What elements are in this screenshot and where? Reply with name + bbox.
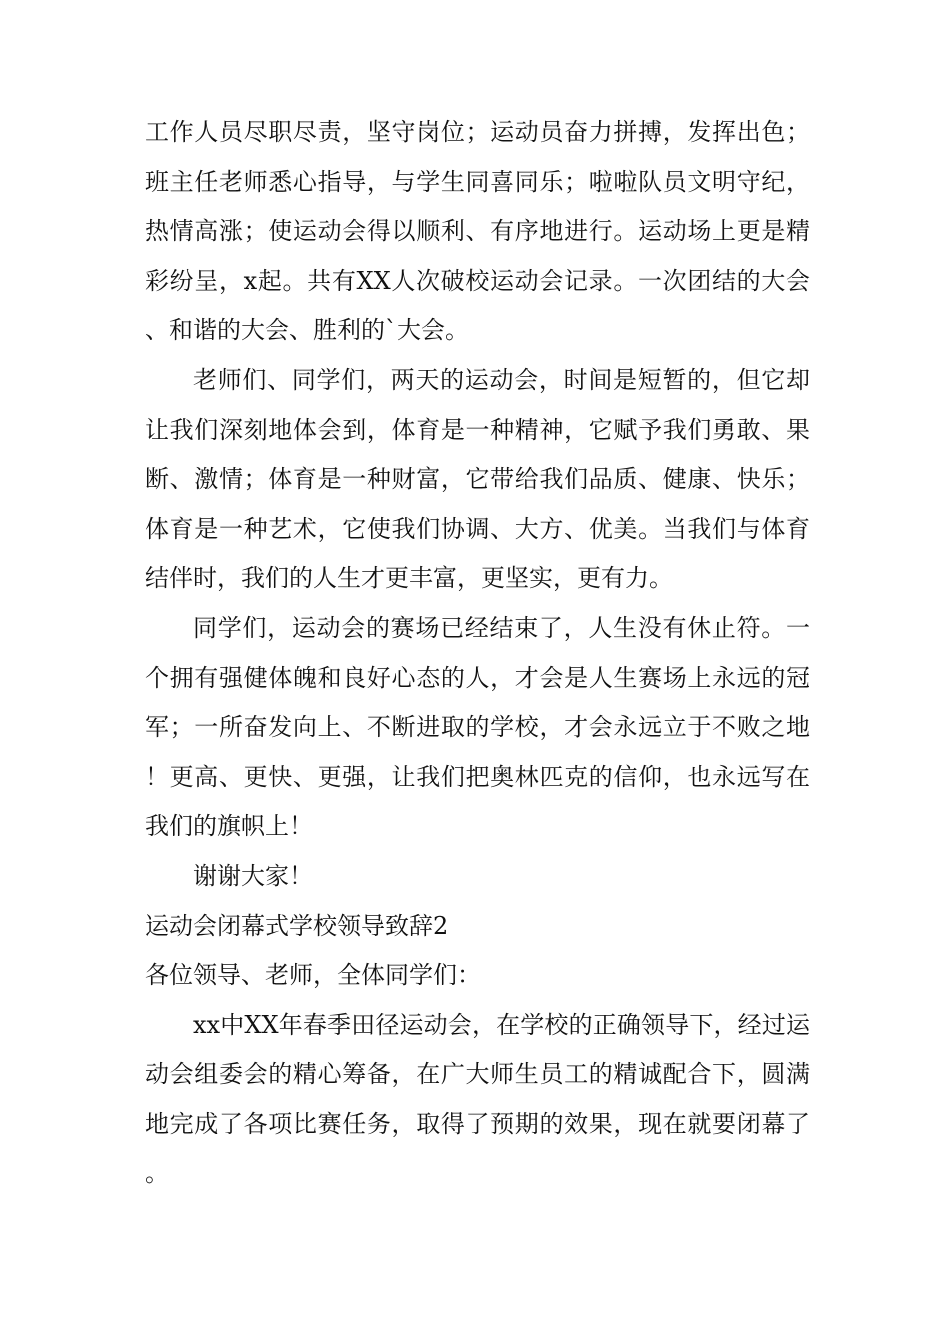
section-heading: 运动会闭幕式学校领导致辞2 — [145, 911, 449, 940]
paragraph-thanks: 谢谢大家！ — [193, 861, 313, 890]
paragraph-continuation: 工作人员尽职尽责，坚守岗位；运动员奋力拼搏，发挥出色；班主任老师悉心指导，与学生同喜同乐；啦啦队员文明守纪，热情高涨；使运动会得以顺利、有序地进行。运动场上更是精彩纷呈，x起。共有XX人次破校运动会记录。一次团结的大会、和谐的大会、胜利的`大会。 — [145, 118, 810, 345]
document-body — [145, 108, 810, 1199]
salutation: 各位领导、老师，全体同学们： — [145, 961, 481, 990]
paragraph-sports-spirit: 老师们、同学们，两天的运动会，时间是短暂的，但它却让我们深刻地体会到，体育是一种精神，它赋予我们勇敢、果断、激情；体育是一种财富，它带给我们品质、健康、快乐；体育是一种艺术，它使我们协调、大方、优美。当我们与体育结伴时，我们的人生才更丰富，更坚实，更有力。 — [145, 365, 810, 593]
paragraph-opening: xx中XX年春季田径运动会，在学校的正确领导下，经过运动会组委会的精心筹备，在广大师生员工的精诚配合下，圆满地完成了各项比赛任务，取得了预期的效果，现在就要闭幕了。 — [145, 1010, 810, 1188]
paragraph-no-full-stop: 同学们，运动会的赛场已经结束了，人生没有休止符。一个拥有强健体魄和良好心态的人，才会是人生赛场上永远的冠军；一所奋发向上、不断进取的学校，才会永远立于不败之地！更高、更快、更强，让我们把奥林匹克的信仰，也永远写在我们的旗帜上！ — [145, 613, 810, 841]
